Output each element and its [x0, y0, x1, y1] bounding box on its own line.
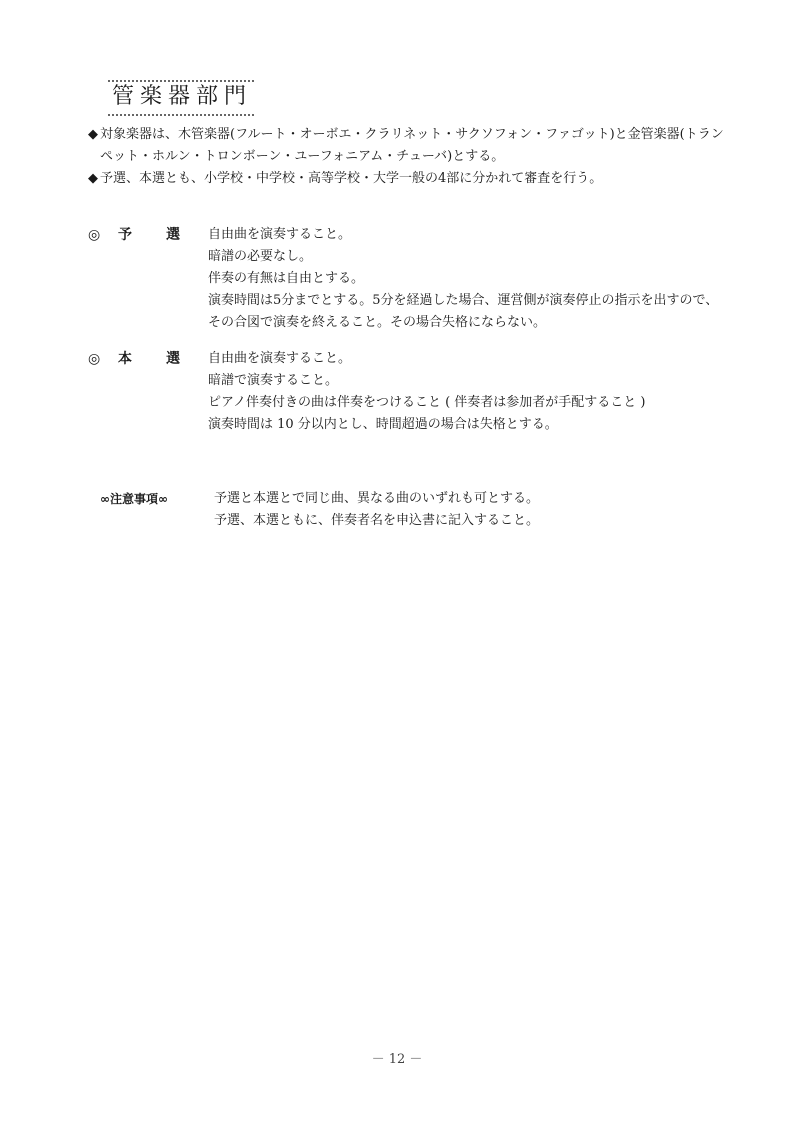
- section-body: [208, 224, 728, 334]
- double-circle-icon: ◎: [88, 227, 101, 243]
- notes-body: [214, 488, 734, 532]
- bullet-list: [88, 124, 728, 190]
- note-line: 予選、本選ともに、伴奏者名を申込書に記入すること。: [214, 513, 540, 528]
- rule-line: 演奏時間は 10 分以内とし、時間超過の場合は失格とする。: [208, 417, 558, 432]
- notes-heading: ∞注意事項∞: [100, 492, 168, 506]
- bullet-item: [88, 124, 728, 168]
- rule-line: 演奏時間は5分までとする。5分を経過した場合、運営側が演奏停止の指示を出すので、その合図で演奏を終えること。その場合失格にならない。: [208, 293, 719, 330]
- rule-line: 自由曲を演奏すること。: [208, 351, 352, 366]
- rule-line: ピアノ伴奏付きの曲は伴奏をつけること ( 伴奏者は参加者が手配すること ): [208, 395, 646, 410]
- rule-line: 自由曲を演奏すること。: [208, 227, 352, 242]
- bullet-text: 予選、本選とも、小学校・中学校・高等学校・大学一般の4部に分かれて審査を行う。: [100, 171, 603, 186]
- page-title: 管楽器部門: [108, 80, 254, 116]
- double-circle-icon: ◎: [88, 351, 101, 367]
- rule-line: 暗譜の必要なし。: [208, 249, 313, 264]
- rule-line: 伴奏の有無は自由とする。: [208, 271, 365, 286]
- page-number: － 12 －: [371, 1052, 423, 1067]
- bullet-item: [88, 168, 728, 190]
- bullet-text: 対象楽器は、木管楽器(フルート・オーボエ・クラリネット・サクソフォン・ファゴット)と金管楽器(トランペット・ホルン・トロンボーン・ユーフォニアム・チューバ)とする。: [100, 127, 724, 164]
- section-body: [208, 348, 728, 436]
- note-line: 予選と本選とで同じ曲、異なる曲のいずれも可とする。: [214, 491, 540, 506]
- diamond-icon: ◆: [88, 171, 98, 186]
- rule-line: 暗譜で演奏すること。: [208, 373, 339, 388]
- diamond-icon: ◆: [88, 127, 98, 142]
